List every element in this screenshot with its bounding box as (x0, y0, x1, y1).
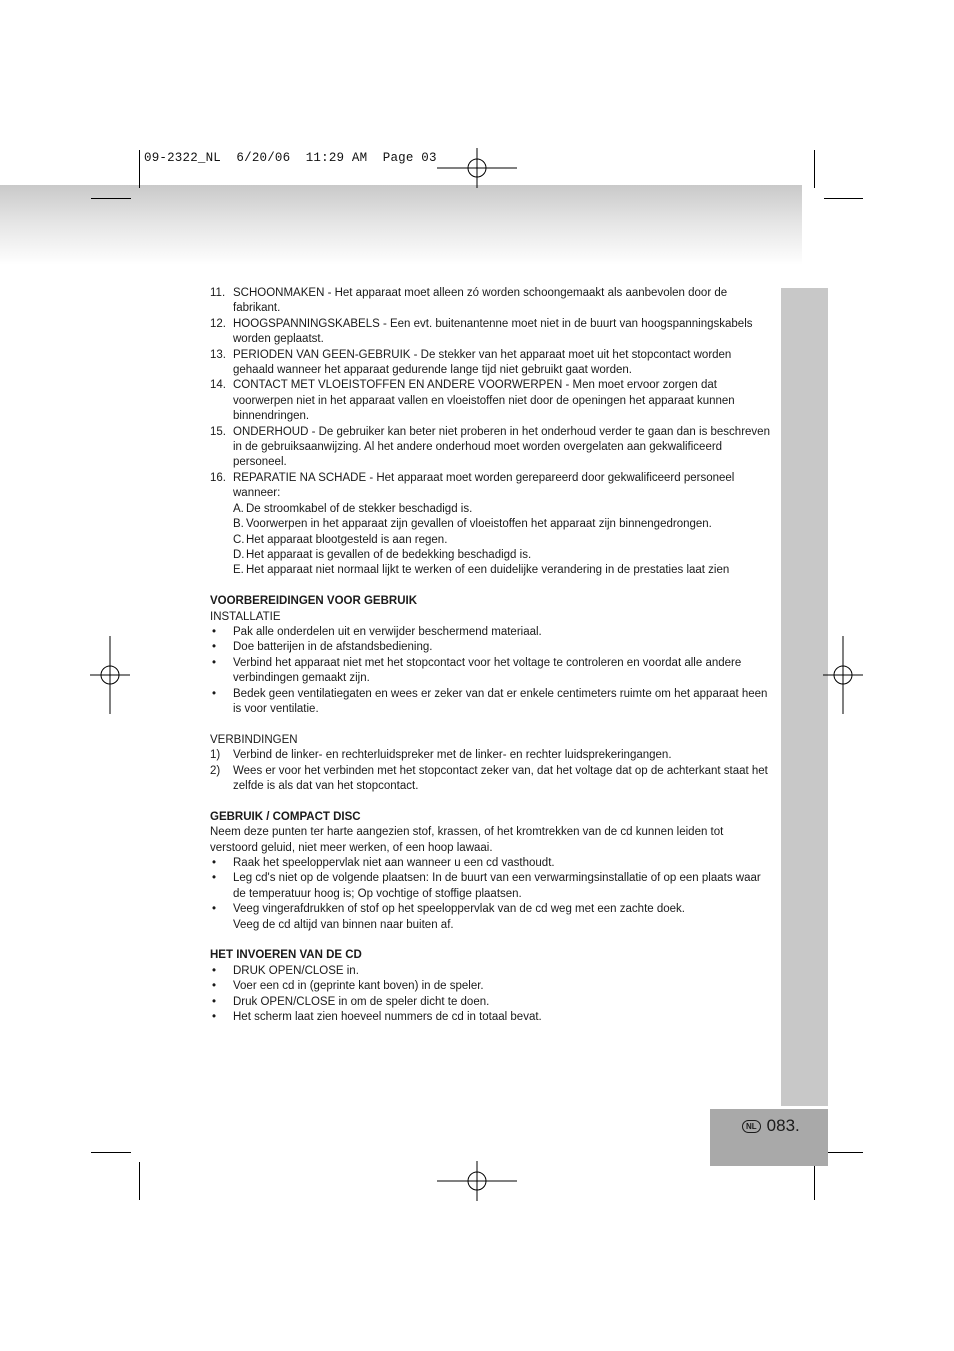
side-tab (781, 288, 828, 1106)
list-item: 2) Wees er voor het verbinden met het stopcontact zeker van, dat het voltage dat op de achterkant staat het zelfde is als dat van het stopcontact. (210, 764, 768, 792)
subheading-connections: VERBINDINGEN (210, 733, 298, 746)
page-number-text: 083. (766, 1116, 800, 1135)
repair-subitem: D. Het apparaat is gevallen of de bedekking beschadigd is. (233, 548, 532, 561)
list-item: 1) Verbind de linker- en rechterluidspreker met de linker- en rechter luidsprekeringangen. (210, 749, 672, 762)
list-item: • Veeg vingerafdrukken of stof op het speeloppervlak van de cd weg met een zachte doek. (212, 903, 685, 916)
repair-subitem: A. De stroomkabel of de stekker beschadigd is. (233, 502, 473, 515)
cd-use-continuation: Veeg de cd altijd van binnen naar buiten af. (233, 918, 454, 931)
list-item: 12. HOOGSPANNINGSKABELS - Een evt. buitenantenne moet niet in de buurt van hoogspanningskabels worden geplaatst. (210, 317, 753, 346)
section-heading-cd-insert: HET INVOEREN VAN DE CD (210, 949, 362, 962)
section-heading-preparation: VOORBEREIDINGEN VOOR GEBRUIK (210, 595, 418, 608)
repair-subitem: E. Het apparaat niet normaal lijkt te werken of een duidelijke verandering in de prestaties laat zien (233, 564, 730, 577)
list-item: • DRUK OPEN/CLOSE in. (212, 964, 359, 977)
list-item: 13. PERIODEN VAN GEEN-GEBRUIK - De stekker van het apparaat moet uit het stopcontact worden gehaald wanneer het apparaat gedurende lange tijd niet gebruikt gaat worden. (210, 348, 732, 377)
list-item: • Voer een cd in (geprinte kant boven) in de speler. (212, 980, 484, 993)
page-number (742, 1116, 800, 1136)
main-content (210, 286, 770, 1025)
language-badge: NL (742, 1120, 761, 1133)
cd-use-intro: Neem deze punten ter harte aangezien stof, krassen, of het kromtrekken van de cd kunnen leiden tot verstoord geluid, niet meer werken, of een hoop lawaai. (210, 826, 724, 854)
repair-subitem: B. Voorwerpen in het apparaat zijn gevallen of vloeistoffen het apparaat zijn binnengedrongen. (233, 518, 712, 531)
list-item: • Doe batterijen in de afstandsbediening. (212, 641, 433, 654)
printer-slug: 09-2322_NL 6/20/06 11:29 AM Page 03 (144, 151, 437, 165)
list-item: • Bedek geen ventilatiegaten en wees er zeker van dat er enkele centimeters ruimte om het apparaat heen is voor ventilatie. (212, 687, 768, 715)
list-item: 11. SCHOONMAKEN - Het apparaat moet alleen zó worden schoongemaakt als aanbevolen door de fabrikant. (210, 287, 728, 315)
repair-subitem: C. Het apparaat blootgesteld is aan regen. (233, 533, 448, 546)
list-item: • Verbind het apparaat niet met het stopcontact voor het voltage te controleren en voordat alle andere verbindingen gemaakt zijn. (212, 656, 742, 685)
list-item: 16. REPARATIE NA SCHADE - Het apparaat moet worden gerepareerd door gekwalificeerd personeel wanneer: (210, 471, 735, 500)
header-gradient-band (0, 185, 802, 265)
list-item: • Raak het speeloppervlak niet aan wanneer u een cd vasthoudt. (212, 856, 555, 869)
section-heading-cd-use: GEBRUIK / COMPACT DISC (210, 810, 361, 823)
registration-mark-right (823, 636, 863, 714)
list-item: 15. ONDERHOUD - De gebruiker kan beter niet proberen in het onderhoud verder te gaan dan is beschreven in de gebruiksaanwijzing. Al het andere onderhoud moet worden overgelaten aan gekwalificeerd personeel. (210, 425, 770, 469)
list-item: • Pak alle onderdelen uit en verwijder beschermend materiaal. (212, 625, 542, 638)
registration-mark-bottom (437, 1161, 517, 1201)
list-item: 14. CONTACT MET VLOEISTOFFEN EN ANDERE VOORWERPEN - Men moet ervoor zorgen dat voorwerpen niet in het apparaat vallen en vloeistoffen niet door de openingen het apparaat kunnen binnendringen. (210, 379, 735, 423)
registration-mark-left (90, 636, 130, 714)
list-item: • Druk OPEN/CLOSE in om de speler dicht te doen. (212, 995, 490, 1008)
safety-list (210, 286, 770, 579)
registration-mark-top (437, 148, 517, 188)
list-item: • Leg cd's niet op de volgende plaatsen: In de buurt van een verwarmingsinstallatie of op een plaats waar de temperatuur hoog is; Op vochtige of stoffige plaatsen. (212, 872, 761, 900)
subheading-installation: INSTALLATIE (210, 610, 281, 623)
list-item: • Het scherm laat zien hoeveel nummers de cd in totaal bevat. (212, 1011, 542, 1024)
